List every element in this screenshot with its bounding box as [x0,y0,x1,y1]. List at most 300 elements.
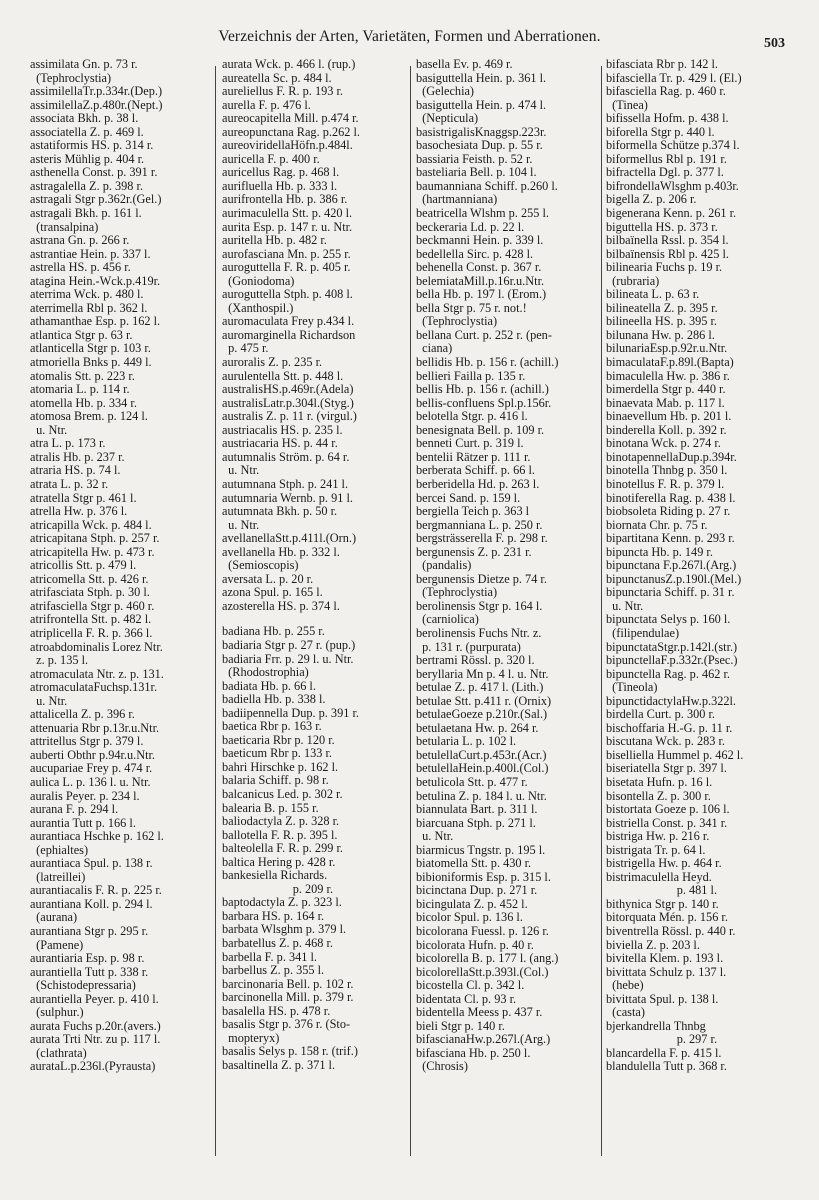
index-entry: betulina Z. p. 184 l. u. Ntr. [416,788,547,803]
index-entry: basalis Selys p. 158 r. (trif.) [222,1044,358,1059]
index-entry: p. 131 r. (purpurata) [416,639,521,654]
index-entry: badiaria Stgr p. 27 r. (pup.) [222,637,356,652]
index-entry: baliodactyla Z. p. 328 r. [222,814,340,829]
index-entry: (Chrosis) [416,1059,468,1074]
index-entry: astatiformis HS. p. 314 r. [30,138,154,153]
index-entry: balearia B. p. 155 r. [222,800,319,815]
index-entry: aurulentella Stt. p. 448 l. [222,368,344,383]
index-entry: basalis Stgr p. 376 r. (Sto- [222,1017,351,1032]
index-entry: atagina Hein.-Wck.p.419r. [30,273,161,288]
index-entry: baltica Hering p. 428 r. [222,854,336,869]
index-entry: baeticum Rbr p. 133 r. [222,746,332,761]
index-entry: bistrimaculella Heyd. [606,869,712,884]
index-entry: aurantiana Stgr p. 295 r. [30,924,149,938]
index-entry: bilineella HS. p. 395 r. [606,314,718,329]
index-entry: bischoffaria H.-G. p. 11 r. [606,720,733,735]
index-entry: astragali Bkh. p. 161 l. [30,206,142,221]
index-entry: binotellus F. R. p. 379 l. [606,476,725,491]
index-entry: barbellus Z. p. 355 l. [222,963,325,978]
index-entry: baeticaria Rbr p. 120 r. [222,732,335,747]
index-entry: (Semioscopis) [222,558,299,573]
index-entry: biformella Schütze p.374 l. [606,138,740,153]
index-entry: (latreillei) [30,869,86,884]
index-entry: (Pamene) [30,937,84,952]
index-entry: bilbaïnella Rssl. p. 354 l. [606,233,729,248]
index-entry: (Tephroclystia) [416,314,498,329]
index-entry: autumnalis Ström. p. 64 r. [222,449,350,464]
index-entry: astrana Gn. p. 266 r. [30,233,130,248]
index-entry: bentelii Rätzer p. 111 r. [416,449,531,464]
index-entry: biarmicus Tngstr. p. 195 l. [416,842,546,857]
index-entry: austriacalis HS. p. 235 l. [222,422,343,437]
index-entry: atrata L. p. 32 r. [30,476,109,491]
index-entry: bercei Sand. p. 159 l. [416,490,521,505]
index-entry: atraria HS. p. 74 l. [30,463,121,478]
index-entry: barbata Wlsghm p. 379 l. [222,922,347,937]
index-entry: bivittata Schulz p. 137 l. [606,964,727,979]
index-entry: athamanthae Esp. p. 162 l. [30,314,161,329]
index-entry: aurimaculella Stt. p. 420 l. [222,206,353,221]
index-entry: bigella Z. p. 206 r. [606,192,697,207]
index-entry: baetica Rbr p. 163 r. [222,719,322,734]
index-entry: attalicella Z. p. 396 r. [30,707,135,722]
index-entry: aurantiella Peyer. p. 410 l. [30,991,159,1006]
index-entry: bilbaïnensis Rbl p. 425 l. [606,246,729,261]
index-entry: atralis Hb. p. 237 r. [30,449,125,464]
index-entry: bella Stgr p. 75 r. not.! [416,300,527,315]
index-entry: atromaculata Ntr. z. p. 131. [30,666,164,681]
index-entry: astrella HS. p. 456 r. [30,260,131,275]
index-entry: bilunariaEsp.p.92r.u.Ntr. [606,341,728,356]
column-divider [215,66,216,1156]
index-entry: (Nepticula) [416,111,479,126]
index-entry: betulae Stt. p.411 r. (Ornix) [416,693,552,708]
index-entry: bicolorana Fuessl. p. 126 r. [416,924,549,938]
index-entry: bifrondellaWlsghm p.403r. [606,178,739,193]
index-entry: aureopunctana Rag. p.262 l. [222,124,360,139]
index-entry: aurifrontella Hb. p. 386 r. [222,192,348,207]
index-entry: u. Ntr. [222,463,260,478]
index-entry: auralis Peyer. p. 234 l. [30,788,140,803]
index-entry: bilunana Hw. p. 286 l. [606,327,715,342]
index-entry: atroabdominalis Lorez Ntr. [30,639,163,654]
index-entry: ballotella F. R. p. 395 l. [222,827,338,842]
index-entry: bipunctataStgr.p.142l.(str.) [606,639,738,654]
index-entry: atrifasciata Stph. p. 30 l. [30,585,150,600]
index-entry: (Goniodoma) [222,273,295,288]
index-entry: binotiferella Rag. p. 438 l. [606,490,736,505]
index-entry: benesignata Bell. p. 109 r. [416,422,545,437]
index-columns [30,58,790,1168]
index-entry: bilineata L. p. 63 r. [606,287,700,302]
index-entry: binaevata Mab. p. 117 l. [606,395,725,410]
index-entry: bipunctidactylaHw.p.322l. [606,693,736,708]
index-entry: autumnaria Wernb. p. 91 l. [222,490,353,505]
index-entry: aurataL.p.236l.(Pyrausta) [30,1059,156,1074]
index-entry: aureoviridellaHöfn.p.484l. [222,138,353,153]
index-entry: balteolella F. R. p. 299 r. [222,841,343,856]
index-entry: attenuaria Rbr p.13r.u.Ntr. [30,720,160,735]
index-entry: basiguttella Hein. p. 474 l. [416,97,547,112]
index-entry: benneti Curt. p. 319 l. [416,436,524,451]
index-entry: bibioniformis Esp. p. 315 l. [416,869,551,884]
index-entry: bergunensis Dietze p. 74 r. [416,571,547,586]
index-entry: badiana Hb. p. 255 r. [222,624,325,639]
index-entry: biguttella HS. p. 373 r. [606,219,718,234]
index-entry: bassiaria Feisth. p. 52 r. [416,151,533,166]
index-entry: aurata Fuchs p.20r.(avers.) [30,1018,161,1033]
index-entry: bisetata Hufn. p. 16 l. [606,774,713,789]
index-entry: belemiataMill.p.16r.u.Ntr. [416,273,545,288]
index-entry: auricellus Rag. p. 468 l. [222,165,340,180]
index-entry: autumnana Stph. p. 241 l. [222,476,349,491]
index-entry: aucupariae Frey p. 474 r. [30,761,153,776]
index-entry: aureliellus F. R. p. 193 r. [222,84,343,99]
index-entry: (Tinea) [606,97,648,112]
index-entry: aulica L. p. 136 l. u. Ntr. [30,774,151,789]
index-entry: aurantiaca Spul. p. 138 r. [30,856,153,871]
index-entry: bicolor Spul. p. 136 l. [416,910,523,925]
index-entry: betulaetana Hw. p. 264 r. [416,720,539,735]
index-entry: bimaculella Hw. p. 386 r. [606,368,730,383]
index-entry: atmoriella Bnks p. 449 l. [30,355,152,370]
index-entry: (Xanthospil.) [222,300,294,315]
index-entry: (clathrata) [30,1045,87,1060]
index-entry: bivittata Spul. p. 138 l. [606,991,719,1006]
index-entry: atricapilla Wck. p. 484 l. [30,517,152,532]
index-entry: atomosa Brem. p. 124 l. [30,409,148,424]
index-entry: azosterella HS. p. 374 l. [222,598,340,613]
index-entry: attritellus Stgr p. 379 l. [30,734,144,749]
index-entry: auritella Hb. p. 482 r. [222,233,327,248]
index-entry: bifasciella Tr. p. 429 l. (El.) [606,70,742,85]
index-entry: berberidella Hd. p. 263 l. [416,476,540,491]
index-entry: auromaculata Frey p.434 l. [222,314,355,329]
index-entry: berolinensis Fuchs Ntr. z. [416,625,542,640]
index-entry: bipunctana F.p.267l.(Arg.) [606,558,737,573]
index-entry: bifissella Hofm. p. 438 l. [606,111,729,126]
index-entry: bicostella Cl. p. 342 l. [416,978,525,993]
index-entry: aversata L. p. 20 r. [222,571,314,586]
index-entry: bifascianaHw.p.267l.(Arg.) [416,1032,551,1047]
index-entry: atomella Hb. p. 334 r. [30,395,137,410]
index-entry: atratella Stgr p. 461 l. [30,490,137,505]
index-entry: bicolorellaStt.p.393l.(Col.) [416,964,549,979]
index-entry: auromarginella Richardson [222,327,356,342]
index-entry: (Schistodepressaria) [30,978,136,993]
index-entry: aurantiacalis F. R. p. 225 r. [30,883,162,898]
index-entry: bipuncta Hb. p. 149 r. [606,544,713,559]
index-entry: berberata Schiff. p. 66 l. [416,463,535,478]
index-entry: barcinonaria Bell. p. 102 r. [222,976,354,991]
index-entry: atrella Hw. p. 376 l. [30,504,128,519]
index-entry: (casta) [606,1005,645,1020]
index-entry: biatomella Stt. p. 430 r. [416,856,532,871]
index-entry: atomalis Stt. p. 223 r. [30,368,135,383]
index-entry: bilineatella Z. p. 395 r. [606,300,718,315]
index-entry: beckeraria Ld. p. 22 l. [416,219,525,234]
index-entry: p. 209 r. [222,881,334,896]
index-entry: badiata Hb. p. 66 l. [222,678,316,693]
index-entry: bicinctana Dup. p. 271 r. [416,883,538,898]
index-entry: bicolorata Hufn. p. 40 r. [416,937,534,952]
index-column-4 [606,58,790,1168]
index-entry: bellis-confluens Spl.p.156r. [416,395,552,410]
index-entry: astragalella Z. p. 398 r. [30,178,144,193]
index-entry: (hartmanniana) [416,192,498,207]
index-entry: bedellella Sirc. p. 428 l. [416,246,534,261]
index-entry: betulae Z. p. 417 l. (Lith.) [416,680,544,695]
index-entry: (rubraria) [606,273,660,288]
index-entry: bilinearia Fuchs p. 19 r. [606,260,723,275]
index-entry: betulellaCurt.p.453r.(Acr.) [416,747,547,762]
index-entry: aurantia Tutt p. 166 l. [30,815,136,830]
column-divider [601,66,602,1156]
index-entry: australisHS.p.469r.(Adela) [222,382,354,397]
index-entry: p. 475 r. [222,341,269,356]
index-entry: biselliella Hummel p. 462 l. [606,747,744,762]
index-entry: bitorquata Mén. p. 156 r. [606,910,728,925]
index-entry: bigenerana Kenn. p. 261 r. [606,206,737,221]
index-entry: biobsoleta Riding p. 27 r. [606,504,731,519]
index-entry: avellanellaStt.p.411l.(Orn.) [222,531,357,546]
index-entry: behenella Const. p. 367 r. [416,260,542,275]
index-entry: asthenella Const. p. 391 r. [30,165,158,180]
index-entry: blandulella Tutt p. 368 r. [606,1059,727,1074]
index-entry: biformellus Rbl p. 191 r. [606,151,727,166]
index-entry: (Tephroclystia) [416,585,498,600]
index-entry: beckmanni Hein. p. 339 l. [416,233,544,248]
index-entry: atrifrontella Stt. p. 482 l. [30,612,152,627]
index-entry: aterrimella Rbl p. 362 l. [30,300,148,315]
index-entry: atlantica Stgr p. 63 r. [30,327,133,342]
index-entry: aterrima Wck. p. 480 l. [30,287,144,302]
index-entry: balaria Schiff. p. 98 r. [222,773,329,788]
index-entry: belotella Stgr. p. 416 l. [416,409,528,424]
index-entry: beatricella Wlshm p. 255 l. [416,206,549,221]
index-column-2 [222,58,408,1168]
index-column-3 [416,58,598,1168]
index-entry: aurella F. p. 476 l. [222,97,311,112]
index-entry: bellidis Hb. p. 156 r. (achill.) [416,355,559,370]
index-entry: atricomella Stt. p. 426 r. [30,571,149,586]
index-entry: bidentata Cl. p. 93 r. [416,991,517,1006]
index-entry: atomaria L. p. 114 r. [30,382,130,397]
index-entry: (filipendulae) [606,625,680,640]
index-entry: balcanicus Led. p. 302 r. [222,786,343,801]
index-entry: (transalpina) [30,219,99,234]
index-entry: betulaeGoeze p.210r.(Sal.) [416,707,548,722]
index-entry: bipunctella Rag. p. 462 r. [606,666,730,681]
index-entry: auroralis Z. p. 235 r. [222,355,323,370]
index-entry: bicingulata Z. p. 452 l. [416,896,528,911]
index-entry: biseriatella Stgr p. 397 l. [606,761,727,776]
index-entry: assimilellaZ.p.480r.(Nept.) [30,97,163,112]
index-entry: bistrigella Hw. p. 464 r. [606,856,722,871]
index-entry: atra L. p. 173 r. [30,436,106,451]
index-entry: binotapennellaDup.p.394r. [606,449,737,464]
index-entry: atromaculataFuchsp.131r. [30,680,158,695]
index-entry: betulicola Stt. p. 477 r. [416,774,528,789]
index-entry: badiaria Frr. p. 29 l. u. Ntr. [222,651,354,666]
index-entry: basalella HS. p. 478 r. [222,1003,331,1018]
index-entry: aureatella Sc. p. 484 l. [222,70,332,85]
index-entry: biventrella Rössl. p. 440 r. [606,924,736,938]
index-entry: beryllaria Mn p. 4 l. u. Ntr. [416,666,549,681]
index-entry: (carniolica) [416,612,479,627]
index-entry: betularia L. p. 102 l. [416,734,517,749]
index-entry: bipunctanusZ.p.190l.(Mel.) [606,571,742,586]
index-entry: baumanniana Schiff. p.260 l. [416,178,558,193]
index-entry: bahri Hirschke p. 162 l. [222,759,339,774]
index-entry: asteris Mühlig p. 404 r. [30,151,145,166]
index-entry: aurata Trti Ntr. zu p. 117 l. [30,1032,161,1047]
index-entry: austriacaria HS. p. 44 r. [222,436,338,451]
index-entry: atricapitana Stph. p. 257 r. [30,531,160,546]
index-entry: u. Ntr. [30,693,68,708]
index-entry: atriplicella F. R. p. 366 l. [30,625,153,640]
index-entry: birdella Curt. p. 300 r. [606,707,715,722]
index-entry: auricella F. p. 400 r. [222,151,320,166]
index-entry: bimerdella Stgr p. 440 r. [606,382,726,397]
index-entry: bjerkandrella Thnbg [606,1018,706,1033]
index-entry: barbella F. p. 341 l. [222,949,317,964]
index-entry: bipunctellaF.p.332r.(Psec.) [606,653,738,668]
page-number: 503 [764,36,785,51]
index-entry: (pandalis) [416,558,472,573]
index-entry: u. Ntr. [222,517,260,532]
index-entry: bellieri Failla p. 135 r. [416,368,526,383]
index-entry: bipunctaria Schiff. p. 31 r. [606,585,735,600]
index-entry: auroguttella F. R. p. 405 r. [222,260,351,275]
index-entry: u. Ntr. [606,598,644,613]
index-entry: bergmanniana L. p. 250 r. [416,517,543,532]
running-title: Verzeichnis der Arten, Varietäten, Formen und Aberrationen. [218,28,601,45]
index-entry: aurana F. p. 294 l. [30,802,119,817]
index-entry: biannulata Bart. p. 311 l. [416,802,538,817]
index-entry: bergunensis Z. p. 231 r. [416,544,532,559]
index-entry: atlanticella Stgr p. 103 r. [30,341,151,356]
index-entry: biornata Chr. p. 75 r. [606,517,708,532]
index-entry: bifasciata Rbr p. 142 l. [606,57,719,71]
index-entry: basaltinella Z. p. 371 l. [222,1057,336,1072]
index-entry: associatella Z. p. 469 l. [30,124,144,139]
index-entry: atrifasciella Stgr p. 460 r. [30,598,155,613]
index-entry: binaevellum Hb. p. 201 l. [606,409,732,424]
index-entry: aurita Esp. p. 147 r. u. Ntr. [222,219,353,234]
index-entry: basteliaria Bell. p. 104 l. [416,165,537,180]
index-entry: biviella Z. p. 203 l. [606,937,700,952]
index-entry: bicolorella B. p. 177 l. (ang.) [416,951,559,966]
index-entry: biscutana Wck. p. 283 r. [606,734,725,749]
index-entry: basiguttella Hein. p. 361 l. [416,70,547,85]
index-entry: astragali Stgr p.362r.(Gel.) [30,192,162,207]
index-entry: australis Z. p. 11 r. (virgul.) [222,409,357,424]
column-divider [410,66,411,1156]
index-entry: mopteryx) [222,1030,280,1045]
index-entry: atricapitella Hw. p. 473 r. [30,544,155,559]
index-entry: biarcuana Stph. p. 271 l. [416,815,536,830]
index-entry: bivitella Klem. p. 193 l. [606,951,724,966]
index-entry: (Rhodostrophia) [222,665,309,680]
index-entry: (ephialtes) [30,842,89,857]
index-entry: bellana Curt. p. 252 r. (pen- [416,327,552,342]
index-entry: aurifluella Hb. p. 333 l. [222,178,338,193]
index-entry: aurata Wck. p. 466 l. (rup.) [222,57,356,71]
index-entry: (Gelechia) [416,84,475,99]
index-entry: assimilata Gn. p. 73 r. [30,57,138,71]
index-entry: ciana) [416,341,453,356]
index-entry: u. Ntr. [416,829,454,844]
index-entry: binderella Koll. p. 392 r. [606,422,727,437]
index-entry: bimaculataF.p.89l.(Bapta) [606,355,734,370]
index-entry: basistrigalisKnaggsp.223r. [416,124,547,139]
index-entry: berolinensis Stgr p. 164 l. [416,598,543,613]
index-entry: p. 297 r. [606,1032,718,1047]
index-entry: (Tineola) [606,680,658,695]
index-entry: bithynica Stgr p. 140 r. [606,896,719,911]
index-entry: astrantiae Hein. p. 337 l. [30,246,151,261]
index-entry: atricollis Stt. p. 479 l. [30,558,137,573]
index-entry: bergsträsserella F. p. 298 r. [416,531,548,546]
index-entry: betulellaHein.p.400l.(Col.) [416,761,549,776]
index-entry: bipunctata Selys p. 160 l. [606,612,731,627]
index-entry: avellanella Hb. p. 332 l. [222,544,340,559]
index-entry: bistortata Goeze p. 106 l. [606,802,730,817]
index-entry: bistrigata Tr. p. 64 l. [606,842,706,857]
index-entry: aurantiaca Hschke p. 162 l. [30,829,164,844]
page-header [0,22,819,50]
index-entry: bipartitana Kenn. p. 293 r. [606,531,735,546]
index-entry: binotana Wck. p. 274 r. [606,436,721,451]
index-entry: auroguttella Stph. p. 408 l. [222,287,353,302]
index-entry: bella Hb. p. 197 l. (Erom.) [416,287,547,302]
index-entry: (sulphur.) [30,1005,84,1020]
index-entry: bidentella Meess p. 437 r. [416,1005,543,1020]
index-entry: biforella Stgr p. 440 l. [606,124,715,139]
index-entry: badiipennella Dup. p. 391 r. [222,705,359,720]
index-entry: bifasciella Rag. p. 460 r. [606,84,726,99]
index-entry: p. 481 l. [606,883,718,898]
index-entry: binotella Thnbg p. 350 l. [606,463,728,478]
index-entry: aurantiana Koll. p. 294 l. [30,896,153,911]
index-entry: associata Bkh. p. 38 l. [30,111,139,126]
index-entry: barcinonella Mill. p. 379 r. [222,990,354,1005]
index-entry: barbara HS. p. 164 r. [222,908,325,923]
index-entry: aurantiella Tutt p. 338 r. [30,964,149,979]
index-entry: bisontella Z. p. 300 r. [606,788,711,803]
index-entry: aureocapitella Mill. p.474 r. [222,111,359,126]
index-entry: (Tephroclystia) [30,70,112,85]
index-entry: basochesiata Dup. p. 55 r. [416,138,543,153]
index-entry: aurofasciana Mn. p. 255 r. [222,246,351,261]
index-entry: badiella Hb. p. 338 l. [222,692,326,707]
index-entry: aurantiaria Esp. p. 98 r. [30,951,145,966]
index-entry: blancardella F. p. 415 l. [606,1045,722,1060]
index-entry: bistriella Const. p. 341 r. [606,815,728,830]
index-entry: baptodactyla Z. p. 323 l. [222,895,342,910]
index-entry: (aurana) [30,910,78,925]
index-entry: australisLatr.p.304l.(Styg.) [222,395,354,410]
index-entry: (hebe) [606,978,644,993]
index-entry: bifractella Dgl. p. 377 l. [606,165,724,180]
index-entry: assimilellaTr.p.334r.(Dep.) [30,84,163,99]
index-column-1 [30,58,210,1168]
index-entry: bistriga Hw. p. 216 r. [606,829,710,844]
index-entry: bergiella Teich p. 363 l [416,504,530,519]
index-entry: bertrami Rössl. p. 320 l. [416,653,535,668]
index-entry: autumnata Bkh. p. 50 r. [222,504,338,519]
